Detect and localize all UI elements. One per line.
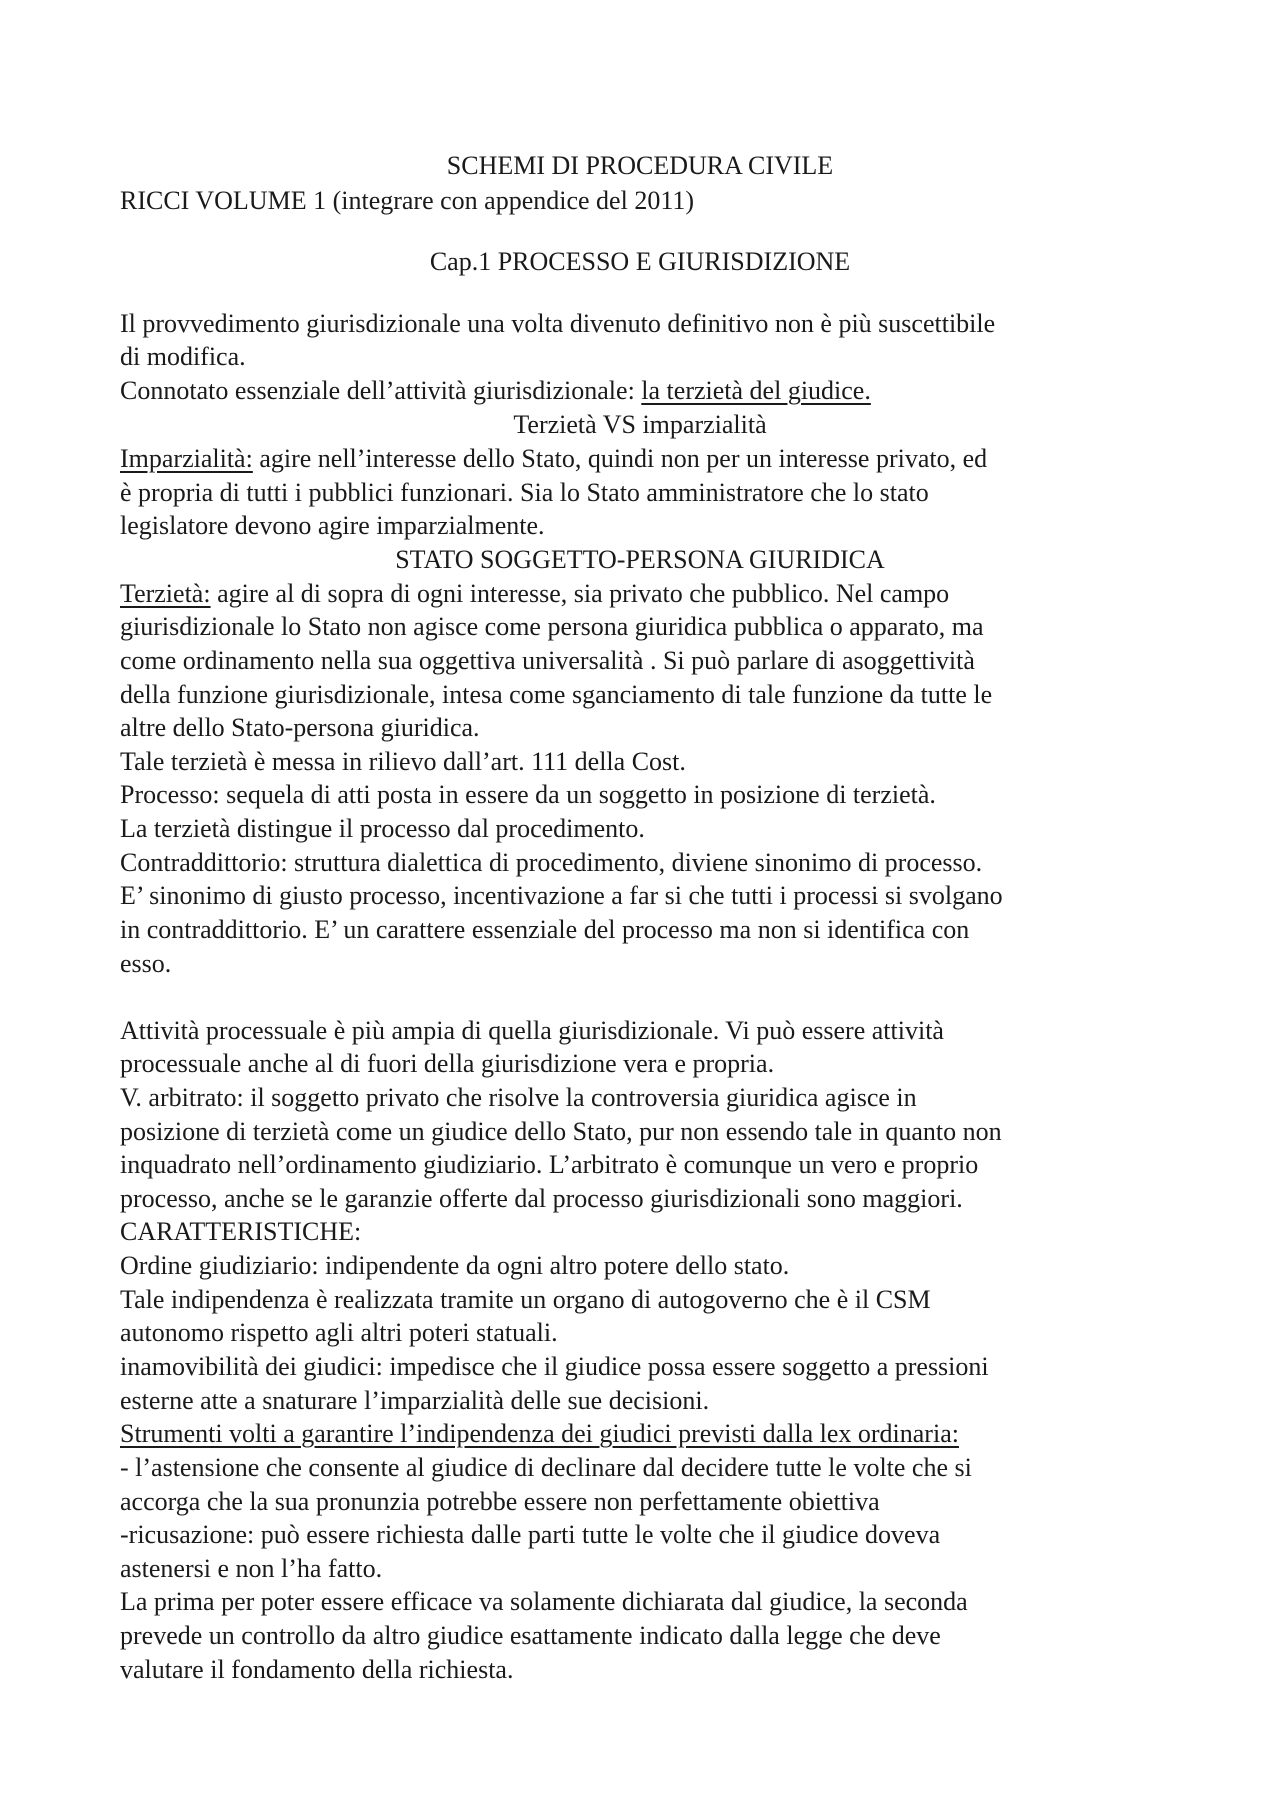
text-line: inamovibilità dei giudici: impedisce che il giudice possa essere soggetto a pressioni — [120, 1352, 989, 1381]
chapter-heading: Cap.1 PROCESSO E GIURISDIZIONE — [429, 247, 851, 276]
text-segment: agire nell’interesse dello Stato, quindi non per un interesse privato, ed — [252, 444, 988, 473]
text-line: V. arbitrato: il soggetto privato che risolve la controversia giuridica agisce in — [120, 1083, 917, 1112]
text-line: Attività processuale è più ampia di quella giurisdizionale. Vi può essere attività — [120, 1016, 944, 1045]
text-line: è propria di tutti i pubblici funzionari. Sia lo Stato amministratore che lo stato — [120, 478, 929, 507]
section-heading: Terzietà VS imparzialità — [513, 410, 767, 439]
term-label: Terzietà: — [120, 579, 211, 608]
text-segment: agire al di sopra di ogni interesse, sia privato che pubblico. Nel campo — [210, 579, 950, 608]
text-line: in contraddittorio. E’ un carattere essenziale del processo ma non si identifica con — [120, 915, 970, 944]
section-heading: STATO SOGGETTO-PERSONA GIURIDICA — [395, 545, 885, 574]
text-line: Ordine giudiziario: indipendente da ogni altro potere dello stato. — [120, 1251, 790, 1280]
text-line: valutare il fondamento della richiesta. — [120, 1655, 514, 1684]
text-line: della funzione giurisdizionale, intesa come sganciamento di tale funzione da tutte le — [120, 680, 993, 709]
text-line: Processo: sequela di atti posta in essere da un soggetto in posizione di terzietà. — [120, 780, 936, 809]
underlined-phrase: Strumenti volti a garantire l’indipendenza dei giudici previsti dalla lex ordinaria: — [120, 1419, 959, 1448]
text-line: Contraddittorio: struttura dialettica di procedimento, diviene sinonimo di processo. — [120, 848, 983, 877]
text-line: esterne atte a snaturare l’imparzialità delle sue decisioni. — [120, 1386, 710, 1415]
text-line: accorga che la sua pronunzia potrebbe essere non perfettamente obiettiva — [120, 1487, 880, 1516]
document-title: SCHEMI DI PROCEDURA CIVILE — [446, 151, 834, 180]
text-line: Il provvedimento giurisdizionale una volta divenuto definitivo non è più suscettibile — [120, 309, 996, 338]
text-line — [120, 446, 987, 472]
text-line: come ordinamento nella sua oggettiva universalità . Si può parlare di asoggettività — [120, 646, 975, 675]
text-line: prevede un controllo da altro giudice esattamente indicato dalla legge che deve — [120, 1621, 941, 1650]
text-segment: Connotato essenziale dell’attività giurisdizionale: — [120, 376, 642, 405]
term-label: Imparzialità: — [120, 444, 253, 473]
text-line — [120, 1421, 959, 1447]
text-line: esso. — [120, 949, 172, 978]
text-line: -ricusazione: può essere richiesta dalle parti tutte le volte che il giudice doveva — [120, 1520, 941, 1549]
text-line: Tale terzietà è messa in rilievo dall’art. 111 della Cost. — [120, 747, 686, 776]
text-line — [120, 378, 871, 404]
text-line: E’ sinonimo di giusto processo, incentivazione a far si che tutti i processi si svolgano — [120, 881, 1003, 910]
text-line: legislatore devono agire imparzialmente. — [120, 511, 545, 540]
text-line: giurisdizionale lo Stato non agisce come persona giuridica pubblica o apparato, ma — [120, 612, 984, 641]
text-line: autonomo rispetto agli altri poteri statuali. — [120, 1318, 558, 1347]
text-line: inquadrato nell’ordinamento giudiziario. L’arbitrato è comunque un vero e proprio — [120, 1150, 979, 1179]
text-line: - l’astensione che consente al giudice di declinare dal decidere tutte le volte che si — [120, 1453, 972, 1482]
text-line: La terzietà distingue il processo dal procedimento. — [120, 814, 645, 843]
text-line: altre dello Stato-persona giuridica. — [120, 713, 480, 742]
underlined-phrase: la terzietà del giudice. — [641, 376, 871, 405]
text-line: processo, anche se le garanzie offerte dal processo giurisdizionali sono maggiori. — [120, 1184, 963, 1213]
text-line: La prima per poter essere efficace va solamente dichiarata dal giudice, la seconda — [120, 1587, 968, 1616]
text-line: CARATTERISTICHE: — [120, 1217, 362, 1246]
document-subtitle: RICCI VOLUME 1 (integrare con appendice del 2011) — [120, 186, 695, 215]
text-line — [120, 581, 949, 607]
text-line: Tale indipendenza è realizzata tramite un organo di autogoverno che è il CSM — [120, 1285, 931, 1314]
text-line: processuale anche al di fuori della giurisdizione vera e propria. — [120, 1049, 775, 1078]
text-line: posizione di terzietà come un giudice dello Stato, pur non essendo tale in quanto non — [120, 1117, 1002, 1146]
text-line: astenersi e non l’ha fatto. — [120, 1554, 383, 1583]
text-line: di modifica. — [120, 342, 246, 371]
